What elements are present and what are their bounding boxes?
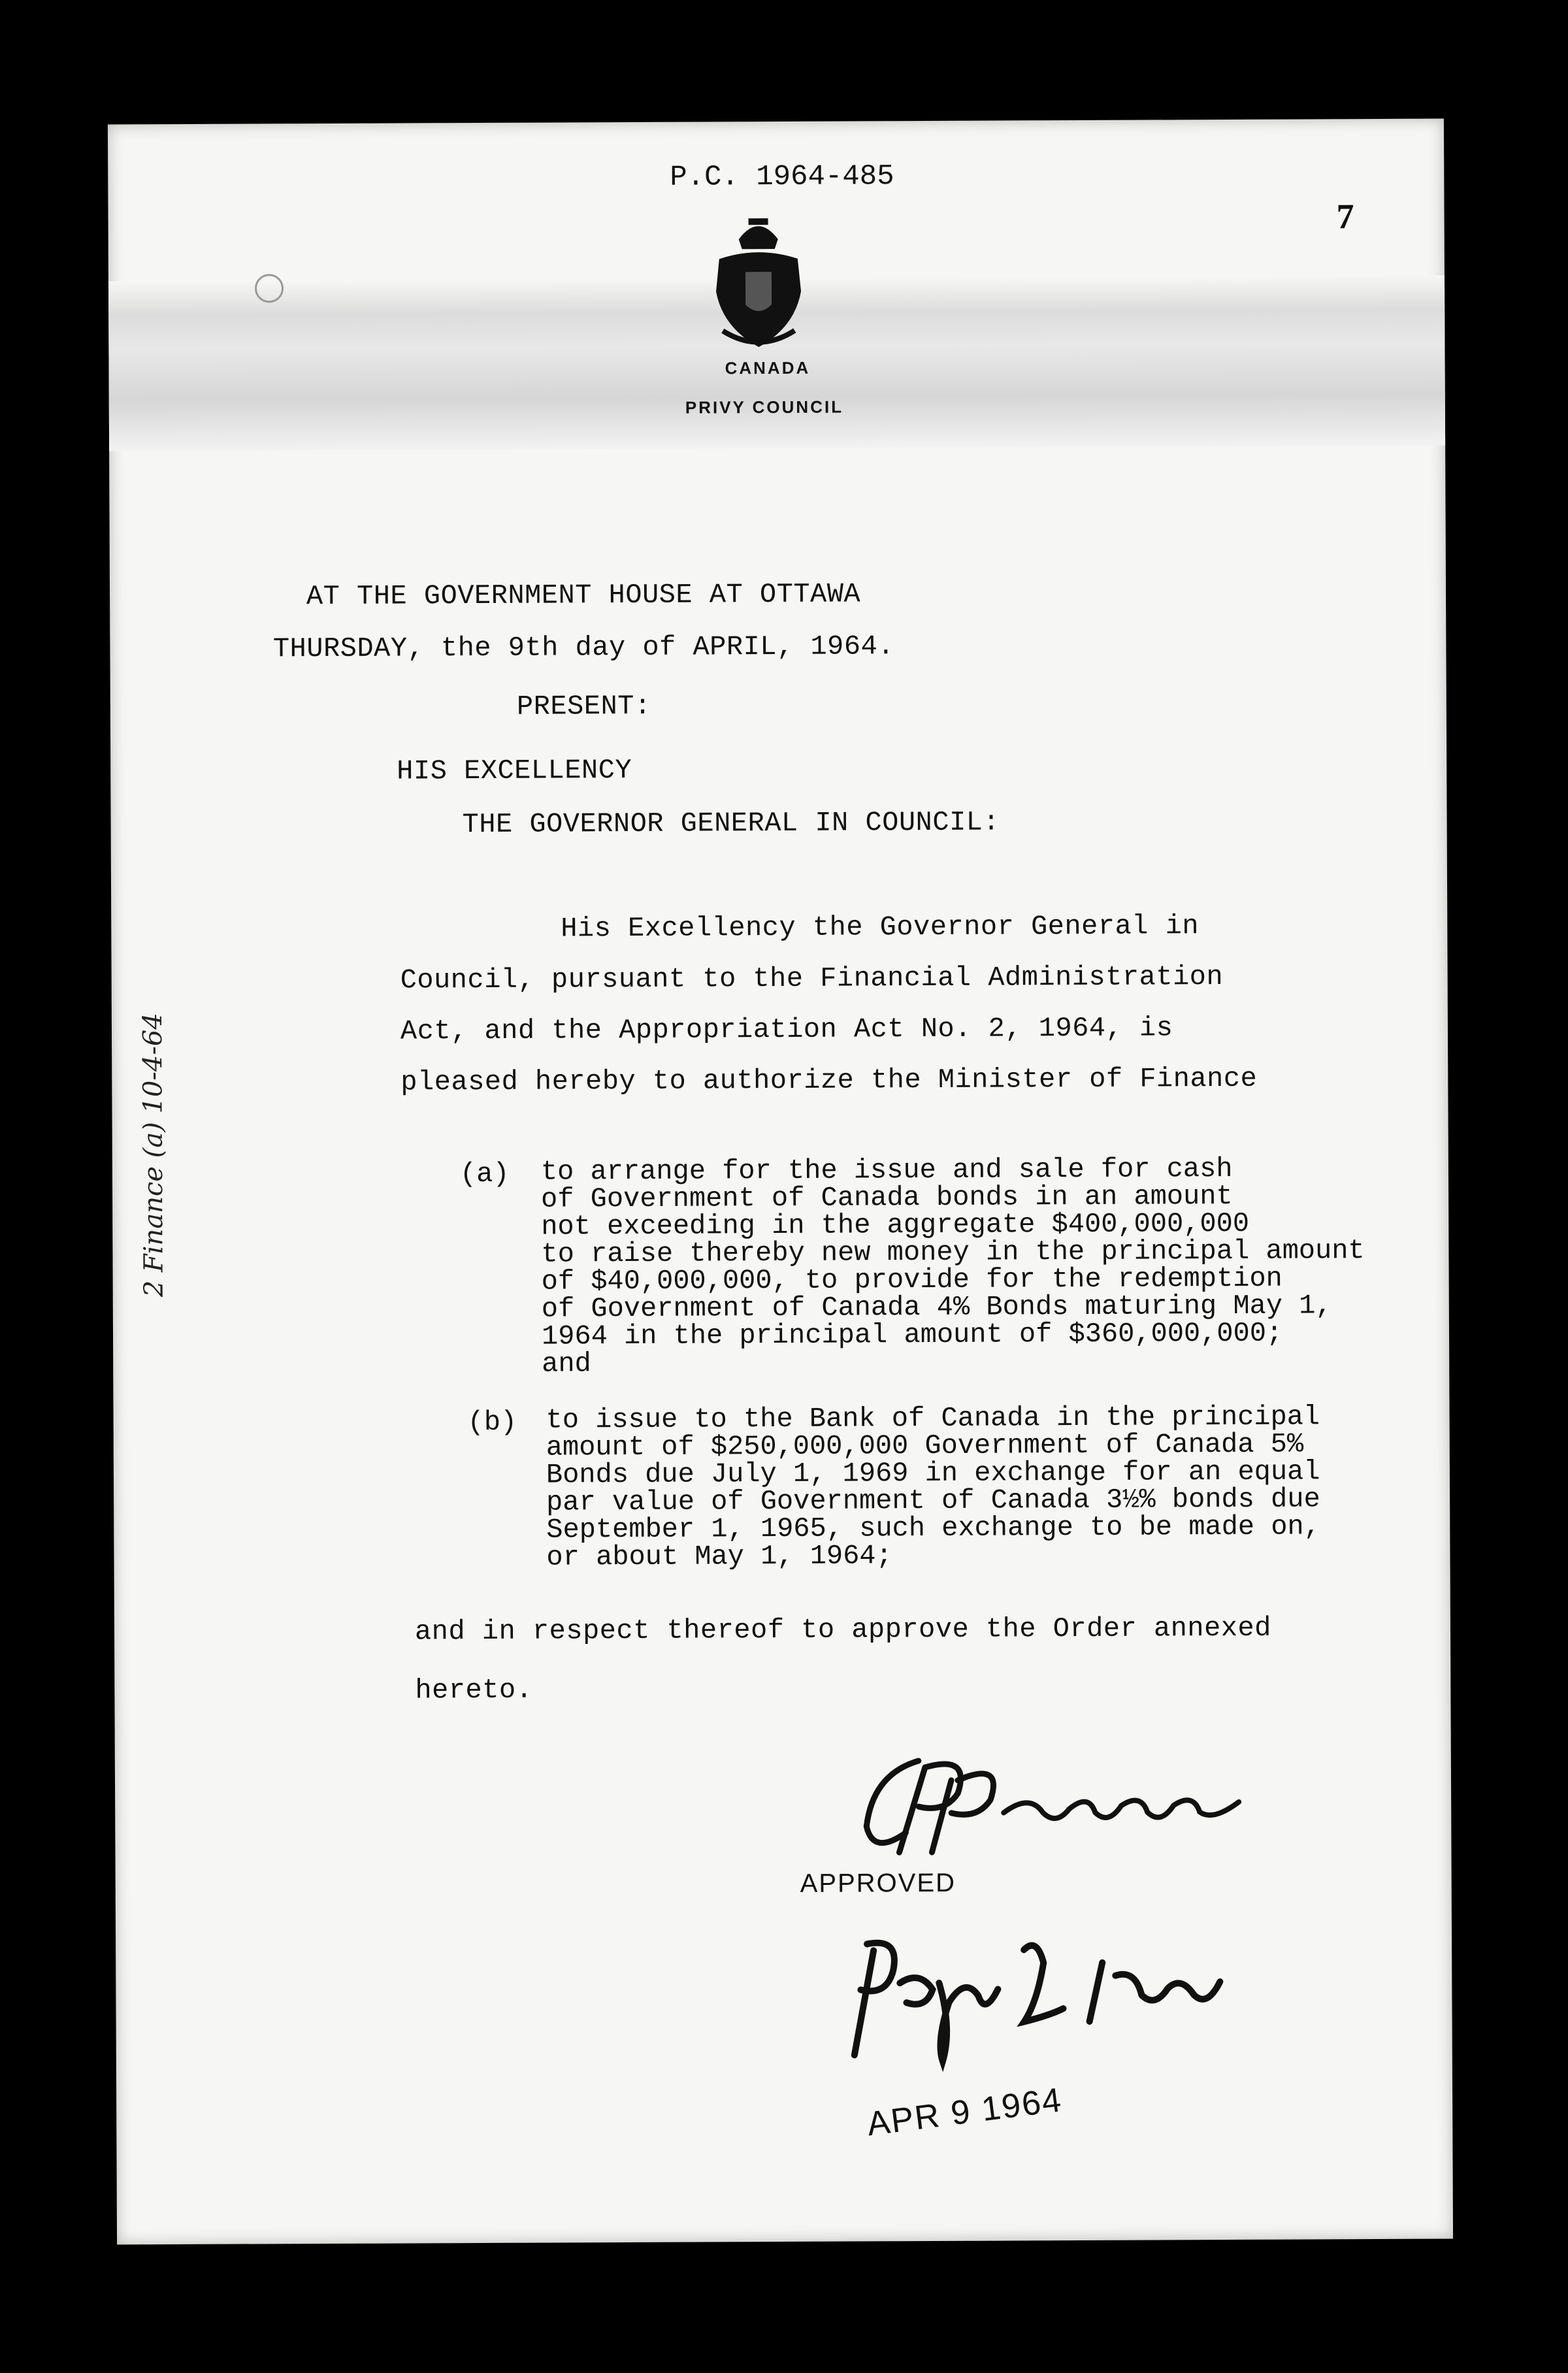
- order-number: P.C. 1964-485: [670, 160, 894, 194]
- body-line-2: Council, pursuant to the Financial Administration: [400, 961, 1224, 996]
- location-line: AT THE GOVERNMENT HOUSE AT OTTAWA: [306, 578, 861, 613]
- document-page: [108, 119, 1453, 2245]
- date-line: THURSDAY, the 9th day of APRIL, 1964.: [272, 630, 895, 665]
- approved-label: APPROVED: [800, 1868, 956, 1898]
- item-b-label: (b): [467, 1406, 517, 1439]
- page-number: 7: [1336, 197, 1354, 237]
- punch-hole: [255, 274, 284, 303]
- seal-text-canada: CANADA: [725, 357, 811, 378]
- item-b-text: to issue to the Bank of Canada in the principal amount of $250,000,000 Government of Canada 5% Bonds due July 1, 1969 in exchange for an equal par value of Government of Canada 3½% bonds due September 1, 1965, such exchange to be made on, or about May 1, 1964;: [546, 1401, 1321, 1573]
- coat-of-arms-icon: [710, 213, 808, 354]
- approval-date-stamp: APR 9 1964: [864, 2081, 1065, 2144]
- body-line-1: His Excellency the Governor General in: [561, 910, 1200, 945]
- item-a-text: to arrange for the issue and sale for cash of Government of Canada bonds in an amount not exceeding in the aggregate $400,000,000 to raise thereby new money in the principal amount of $40,000,000, to provide for the redemption of Government of Canada 4% Bonds maturing May 1, 1964 in the principal amount of $360,000,000; and: [540, 1153, 1365, 1380]
- signature-pearson: [847, 1740, 1266, 1873]
- body-line-4: pleased hereby to authorize the Minister of Finance: [400, 1062, 1258, 1098]
- present-heading: PRESENT:: [516, 690, 651, 723]
- seal-text-privy-council: PRIVY COUNCIL: [685, 397, 844, 417]
- signature-governor-general: [828, 1923, 1233, 2075]
- closing-line-2: hereto.: [415, 1674, 533, 1707]
- item-a-label: (a): [459, 1158, 510, 1190]
- body-line-3: Act, and the Appropriation Act No. 2, 1964, is: [400, 1012, 1173, 1047]
- closing-line-1: and in respect thereof to approve the Order annexed: [414, 1612, 1272, 1648]
- margin-handwritten-note: 2 Finance (a) 10-4-64: [137, 1013, 169, 1298]
- attendee-line-2: THE GOVERNOR GENERAL IN COUNCIL:: [462, 806, 1000, 841]
- attendee-line-1: HIS EXCELLENCY: [397, 754, 632, 787]
